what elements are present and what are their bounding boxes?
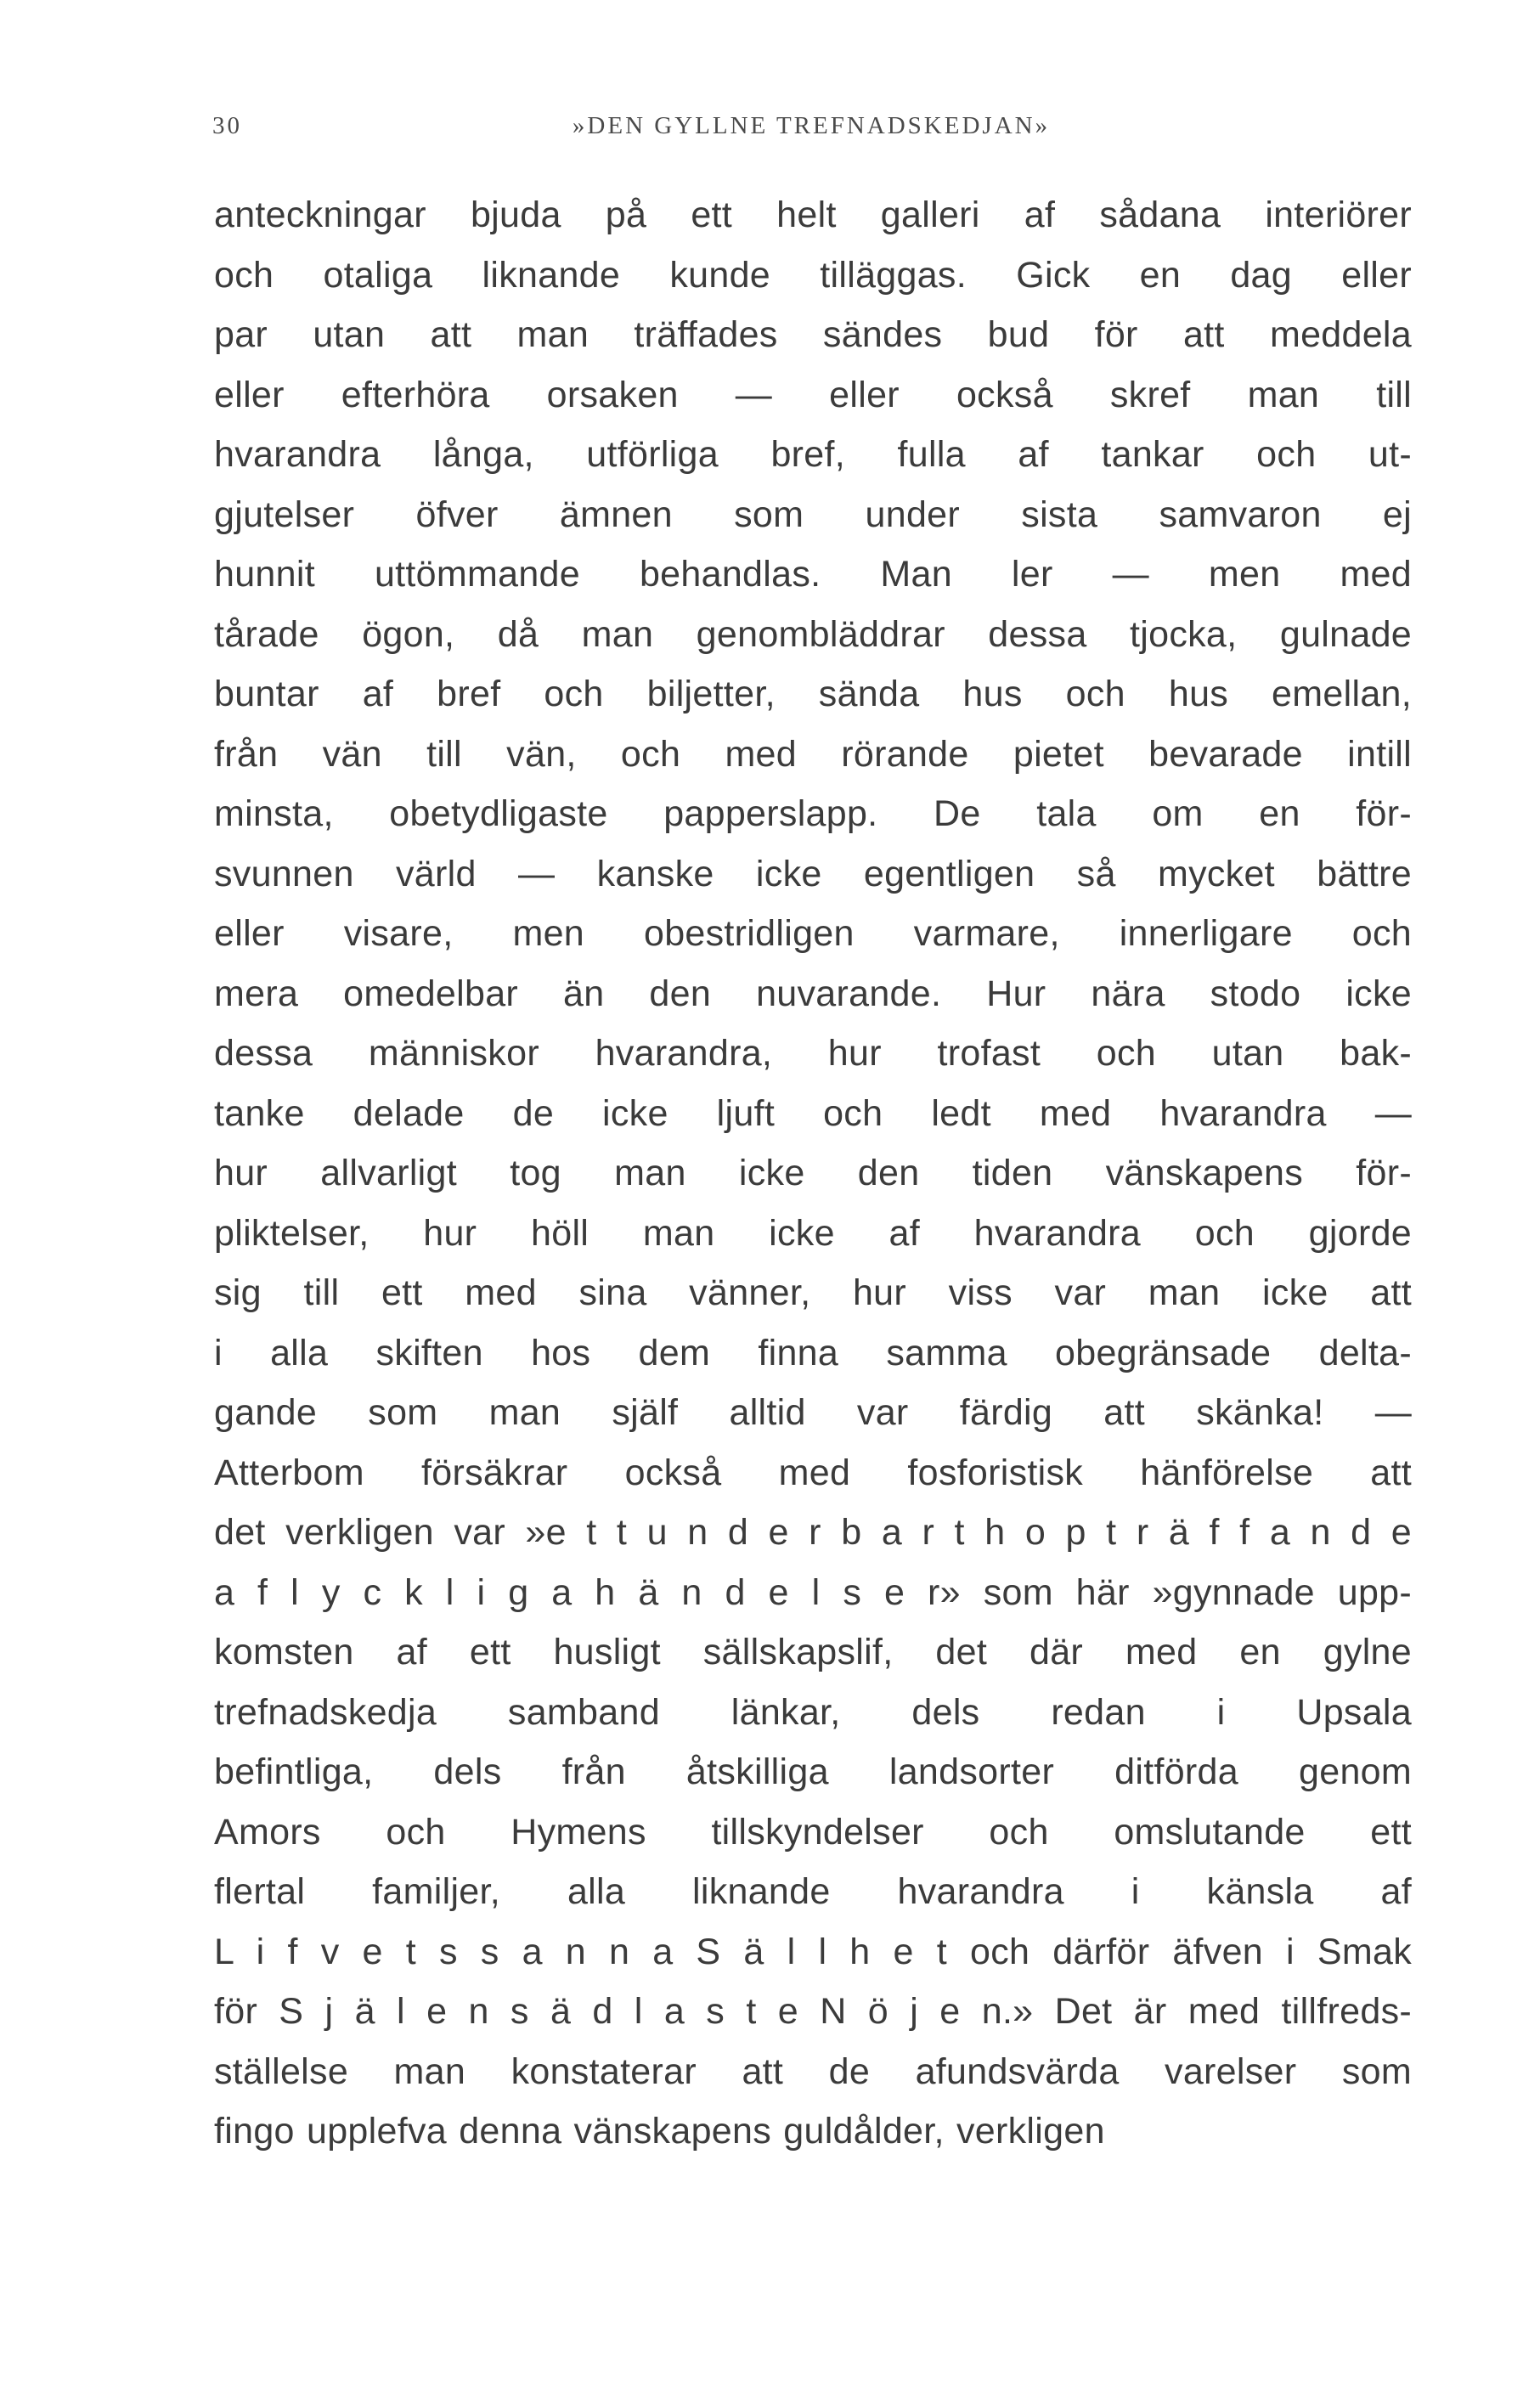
text-line: flertal familjer, alla liknande hvarandra i känsla af: [214, 1871, 1412, 1912]
text-line: det verkligen var »e t t u n d e r b a r t h o p t r ä f f a n d e: [214, 1512, 1412, 1553]
text-line: par utan att man träffades sändes bud för att meddela: [214, 314, 1412, 355]
text-line: hur allvarligt tog man icke den tiden vänskapens för-: [214, 1153, 1412, 1193]
text-line: mera omedelbar än den nuvarande. Hur nära stodo icke: [214, 973, 1412, 1014]
text-line: från vän till vän, och med rörande pietet bevarade intill: [214, 733, 1412, 775]
text-line: eller visare, men obestridligen varmare, innerligare och: [214, 913, 1412, 954]
text-line: anteckningar bjuda på ett helt galleri af sådana interiörer: [214, 195, 1412, 235]
text-line: a f l y c k l i g a h ä n d e l s e r» som här »gynnade upp-: [214, 1571, 1412, 1613]
running-head: [212, 112, 1410, 155]
text-line: sig till ett med sina vänner, hur viss var man icke att: [214, 1272, 1412, 1313]
text-line: trefnadskedja samband länkar, dels redan i Upsala: [214, 1691, 1412, 1733]
text-line: minsta, obetydligaste papperslapp. De tala om en för-: [214, 793, 1412, 834]
text-line: pliktelser, hur höll man icke af hvarandra och gjorde: [214, 1212, 1412, 1254]
text-line: Atterbom försäkrar också med fosforistisk hänförelse att: [214, 1452, 1412, 1493]
text-line: dessa människor hvarandra, hur trofast och utan bak-: [214, 1033, 1412, 1074]
text-line: eller efterhöra orsaken — eller också skref man till: [214, 374, 1412, 415]
text-line: tårade ögon, då man genombläddrar dessa tjocka, gulnade: [214, 613, 1412, 655]
text-line: komsten af ett husligt sällskapslif, det där med en gylne: [214, 1632, 1412, 1672]
text-line: hunnit uttömmande behandlas. Man ler — men med: [214, 554, 1412, 595]
running-title: »DEN GYLLNE TREFNADSKEDJAN»: [572, 112, 1051, 139]
text-line: ställelse man konstaterar att de afundsvärda varelser som: [214, 2050, 1412, 2092]
text-line: Amors och Hymens tillskyndelser och omslutande ett: [214, 1811, 1412, 1853]
text-line: gjutelser öfver ämnen som under sista samvaron ej: [214, 494, 1412, 535]
page-number: 30: [212, 112, 242, 139]
text-line: hvarandra långa, utförliga bref, fulla af tankar och ut-: [214, 434, 1412, 475]
text-line: buntar af bref och biljetter, sända hus och hus emellan,: [214, 674, 1412, 714]
text-line: fingo upplefva denna vänskapens guldålder, verkligen: [214, 2111, 1105, 2152]
text-line: gande som man själf alltid var färdig att skänka! —: [214, 1392, 1412, 1433]
text-line: för S j ä l e n s ä d l a s t e N ö j e n.» Det är med tillfreds-: [214, 1991, 1412, 2032]
text-line: i alla skiften hos dem finna samma obegränsade delta-: [214, 1332, 1412, 1373]
body-text: [214, 185, 1412, 2162]
text-line: L i f v e t s s a n n a S ä l l h e t och därför äfven i Smak: [214, 1931, 1412, 1972]
text-line: svunnen värld — kanske icke egentligen så mycket bättre: [214, 853, 1412, 894]
text-line: och otaliga liknande kunde tilläggas. Gick en dag eller: [214, 254, 1412, 296]
text-line: tanke delade de icke ljuft och ledt med hvarandra —: [214, 1092, 1412, 1134]
text-line: befintliga, dels från åtskilliga landsorter ditförda genom: [214, 1751, 1412, 1792]
